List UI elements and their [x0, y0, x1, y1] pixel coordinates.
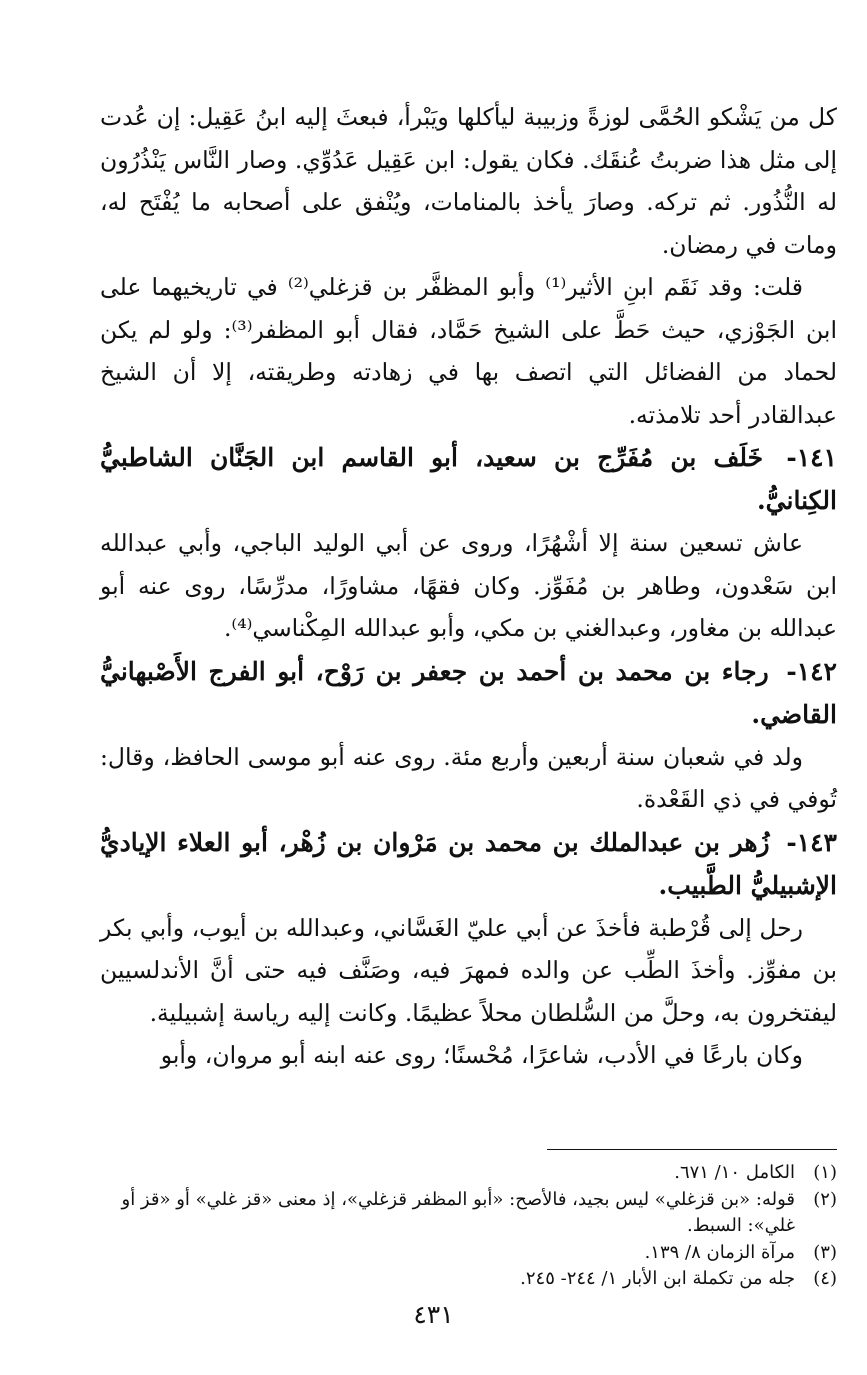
entry-heading-141 — [100, 436, 837, 522]
entry-143-body-cont: وكان بارعًا في الأدب، شاعرًا، مُحْسنًا؛ روى عنه ابنه أبو مروان، وأبو — [160, 1041, 803, 1069]
entry-heading-142 — [100, 650, 837, 736]
page-number: ٤٣١ — [413, 1300, 454, 1329]
footnotes — [100, 1160, 837, 1293]
main-text — [100, 96, 837, 1077]
paragraph-note: قلت: وقد نَقَم ابنِ الأثير⁽¹⁾ وأبو المظفَّر بن قزغلي⁽²⁾ في تاريخيهما على ابن الجَوْزي، حيث حَطَّ على الشيخ حَمَّاد، فقال أبو المظفر⁽³⁾: ولو لم يكن لحماد من الفضائل التي اتصف بها في زهادته وطريقته، إلا أن الشيخ عبدالقادر أحد تلامذته. — [100, 273, 837, 429]
footnote — [100, 1187, 837, 1240]
footnote-number: (٢) — [813, 1188, 837, 1210]
footnote-divider — [547, 1149, 837, 1150]
footnote-text: مرآة الزمان ٨/ ١٣٩. — [644, 1241, 795, 1263]
footnote-text: الكامل ١٠/ ٦٧١. — [674, 1162, 795, 1183]
entry-title: رجاء بن محمد بن أحمد بن جعفر بن رَوْح، أبو الفرج الأَصْبهانيُّ القاضي. — [100, 656, 837, 729]
footnote — [100, 1240, 837, 1267]
entry-141-body: عاش تسعين سنة إلا أشْهُرًا، وروى عن أبي الوليد الباجي، وأبي عبدالله ابن سَعْدون، وطاهر بن مُفَوِّز. وكان فقهًا، مشاورًا، مدرِّسًا، روى عنه أبو عبدالله بن مغاور، وعبدالغني بن مكي، وأبو عبدالله المِكْناسي⁽⁴⁾. — [100, 529, 837, 642]
entry-142-body: ولد في شعبان سنة أربعين وأربع مئة. روى عنه أبو موسى الحافظ، وقال: تُوفي في ذي القَعْدة. — [100, 742, 837, 813]
entry-number: ١٤١- — [786, 443, 837, 472]
paragraph-continuation: كل من يَشْكو الحُمَّى لوزةً وزبيبة ليأكلها ويَبْرأ، فبعثَ إليه ابنُ عَقِيل: إن عُدت إلى مثل هذا ضربتُ عُنقَك. فكان يقول: ابن عَقِيل عَدُوِّي. وصار النَّاس يَنْذُرُون له النُّذُور. ثم تركه. وصارَ يأخذ بالمنامات، ويُنْفق على أصحابه ما يُفْتَح له، ومات في رمضان. — [100, 103, 837, 259]
entry-title: زُهر بن عبدالملك بن محمد بن مَرْوان بن زُهْر، أبو العلاء الإياديُّ الإشبيليُّ الطَّبيب. — [100, 827, 837, 900]
footnote — [100, 1266, 837, 1293]
footnote-text: جله من تكملة ابن الأبار ١/ ٢٤٤- ٢٤٥. — [520, 1268, 795, 1289]
footnote-number: (٤) — [813, 1268, 837, 1289]
entry-title: خَلَف بن مُفَرِّج بن سعيد، أبو القاسم ابن الجَنَّان الشاطبيُّ الكِنانيُّ. — [100, 443, 837, 515]
footnote — [100, 1160, 837, 1187]
entry-number: ١٤٣- — [786, 827, 837, 857]
entry-number: ١٤٢- — [786, 656, 837, 686]
entry-heading-143 — [100, 821, 837, 907]
footnote-number: (١) — [813, 1162, 837, 1183]
footnote-number: (٣) — [813, 1241, 837, 1263]
entry-143-body: رحل إلى قُرْطبة فأخذَ عن أبي عليّ الغَسَّاني، وعبدالله بن أيوب، وأبي بكر بن مفوِّز. وأخذَ الطِّب عن والده فمهرَ فيه، وصَنَّف فيه حتى أنَّ الأندلسيين ليفتخرون به، وحلَّ من السُّلطان محلاً عظيمًا. وكانت إليه رياسة إشبيلية. — [100, 913, 837, 1027]
footnote-text: قوله: «بن قزغلي» ليس بجيد، فالأصح: «أبو المظفر قزغلي»، إذ معنى «قز غلي» أو «قز أو غلي»: السبط. — [121, 1188, 795, 1236]
